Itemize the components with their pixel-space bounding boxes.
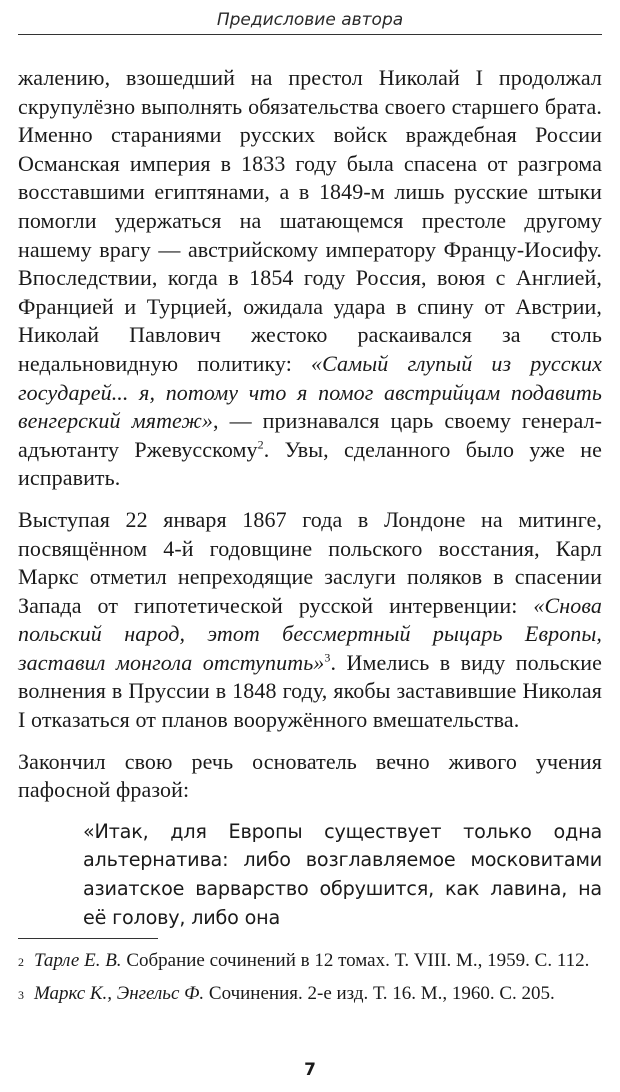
footnote-ref-3[interactable]: 3 <box>324 650 331 665</box>
footnote-number: 2 <box>18 955 24 969</box>
footnote-citation: Собрание сочинений в 12 томах. Т. VIII. М., 1959. С. 112. <box>121 950 590 971</box>
paragraph-2-text: Выступая 22 января 1867 года в Лондоне на митинге, посвящённом 4-й годовщине польского восстания, Карл Маркс отметил непреходящие заслуги поляков в спасении Запада от гипотетической русской интервенции: <box>18 506 602 618</box>
paragraph-1-text-end: . Увы, сделанного было уже не исправить. <box>18 436 602 491</box>
paragraph-3: Закончил свою речь основатель вечно живого учения пафосной фразой: <box>18 748 602 803</box>
footnote-ref-2[interactable]: 2 <box>257 437 264 452</box>
footnote-author: Маркс К., Энгельс Ф. <box>34 983 205 1004</box>
paragraph-1 <box>18 64 602 493</box>
footnote-item <box>18 948 602 975</box>
footnote-author: Тарле Е. В. <box>34 950 122 971</box>
running-header: Предисловие автора <box>18 8 602 35</box>
block-quote: «Итак, для Европы существует только одна альтернатива: либо возглавляемое московитами азиатское варварство обрушится, как лавина, на её голову, либо она <box>83 819 602 929</box>
footnote-text <box>34 948 602 975</box>
marx-quote: «Снова польский народ, этот бессмертный рыцарь Европы, заставил монгола отступить» <box>18 592 602 675</box>
footnote-text <box>34 981 602 1008</box>
main-text <box>18 64 602 932</box>
footnote-divider <box>18 938 158 939</box>
paragraph-2-text-end: . Имелись в виду польские волнения в Пруссии в 1848 году, якобы заставившие Николая I отказаться от планов вооружённого вмешательства. <box>18 649 602 733</box>
footnote-citation: Сочинения. 2-е изд. Т. 16. М., 1960. С. 205. <box>204 983 555 1004</box>
tsar-quote: «Самый глупый из русских государей... я, потому что я помог австрийцам подавить венгерский мятеж» <box>18 350 602 434</box>
paragraph-1-text-cont: , — признавался царь своему генерал-адъютанту Ржевусскому <box>18 408 603 462</box>
footnotes <box>18 948 602 1014</box>
paragraph-1-text: жалению, взошедший на престол Николай I продолжал скрупулёзно выполнять обязательства своего старшего брата. Именно стараниями русских войск враждебная России Османская империя в 1833 году была спасена от разгрома восставшими египтянами, а в 1849-м лишь русские штыки помогли удержаться на шатающемся престоле другому нашему врагу — австрийскому императору Францу-Иосифу. Впоследствии, когда в 1854 году Россия, воюя с Англией, Францией и Турцией, ожидала удара в спину от Австрии, Николай Павлович жестоко раскаивался за столь недальновидную политику: <box>18 65 602 376</box>
page-number: 7 <box>304 1060 316 1080</box>
footnote-number: 3 <box>18 988 24 1002</box>
footnote-item <box>18 981 602 1008</box>
paragraph-2 <box>18 506 602 735</box>
